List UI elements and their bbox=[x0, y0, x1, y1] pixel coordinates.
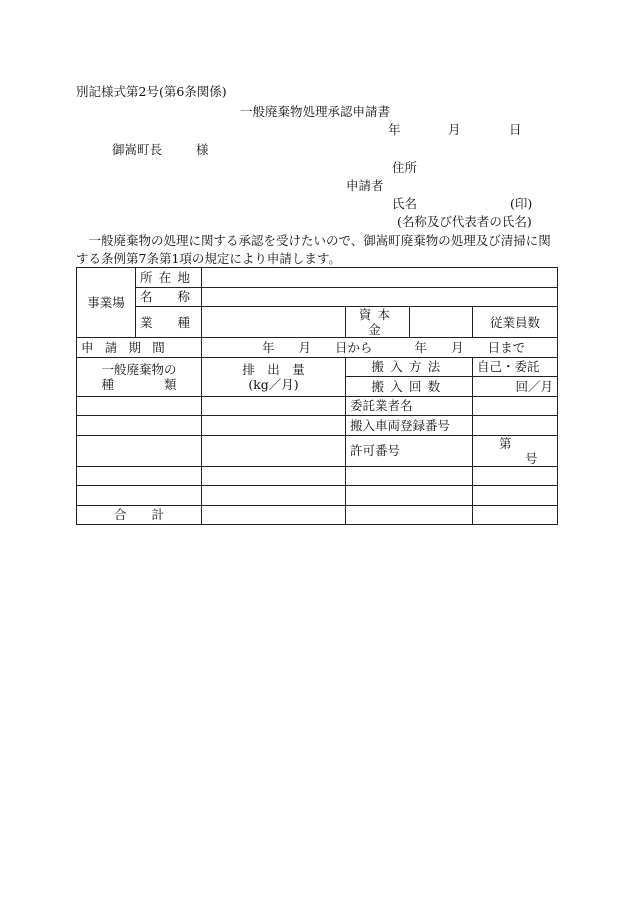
date-year-label: 年 bbox=[388, 122, 401, 137]
period-month1: 月 bbox=[298, 339, 312, 355]
permit-number-field[interactable] bbox=[473, 435, 558, 466]
contractor-name-field[interactable] bbox=[473, 396, 558, 416]
period-from: 日から bbox=[335, 339, 373, 355]
transport-method-label: 搬入方法 bbox=[346, 357, 473, 377]
extra-label-cell bbox=[346, 486, 473, 506]
employees-label: 従業員数 bbox=[473, 307, 558, 338]
addressee: 御嵩町長 bbox=[112, 142, 163, 157]
date-month-label: 月 bbox=[448, 122, 461, 137]
table-row bbox=[77, 486, 558, 506]
transport-count-label: 搬入回数 bbox=[346, 377, 473, 397]
waste-type-header bbox=[77, 357, 202, 396]
table-row bbox=[77, 505, 558, 525]
name-note: (名称及び代表者の氏名) bbox=[397, 214, 532, 229]
waste-type-cell[interactable] bbox=[77, 396, 202, 416]
table-row bbox=[77, 338, 558, 358]
waste-type-line1: 一般廃棄物の bbox=[101, 361, 177, 377]
table-row bbox=[77, 466, 558, 486]
extra-label-cell bbox=[346, 466, 473, 486]
extra-value-cell[interactable] bbox=[473, 486, 558, 506]
waste-type-cell[interactable] bbox=[77, 435, 202, 466]
emission-cell[interactable] bbox=[202, 466, 346, 486]
waste-type-cell[interactable] bbox=[77, 416, 202, 436]
period-label: 申請期間 bbox=[77, 338, 202, 358]
table-row bbox=[77, 357, 558, 377]
application-body-text: 一般廃棄物の処理に関する承認を受けたいので、御嵩町廃棄物の処理及び清掃に関する条例第7条第1項の規定により申請します。 bbox=[76, 233, 551, 266]
period-year1: 年 bbox=[262, 339, 275, 355]
waste-type-cell[interactable] bbox=[77, 466, 202, 486]
table-row bbox=[77, 268, 558, 288]
emission-cell[interactable] bbox=[202, 486, 346, 506]
table-row bbox=[77, 396, 558, 416]
location-label: 所在地 bbox=[136, 268, 202, 288]
vehicle-number-label: 搬入車両登録番号 bbox=[346, 416, 473, 436]
permit-dai: 第 bbox=[499, 435, 512, 451]
location-field[interactable] bbox=[202, 268, 558, 288]
vehicle-number-field[interactable] bbox=[473, 416, 558, 436]
table-row bbox=[77, 416, 558, 436]
emission-cell[interactable] bbox=[202, 435, 346, 466]
permit-go: 号 bbox=[525, 450, 538, 466]
total-extra-value-cell[interactable] bbox=[473, 505, 558, 525]
period-year2: 年 bbox=[414, 339, 428, 355]
period-until: 日まで bbox=[487, 339, 526, 355]
waste-type-line2: 種 類 bbox=[101, 376, 177, 392]
name-field-label: 名 称 bbox=[136, 287, 202, 307]
total-emission-cell[interactable] bbox=[202, 505, 346, 525]
jigyosho-label: 事業場 bbox=[77, 268, 136, 338]
name-field[interactable] bbox=[202, 287, 558, 307]
seal-label: (印) bbox=[510, 196, 533, 211]
date-day-label: 日 bbox=[509, 122, 522, 137]
emission-line2: (kg／月) bbox=[248, 376, 299, 392]
emission-line1: 排 出 量 bbox=[242, 361, 305, 377]
address-label: 住所 bbox=[392, 160, 418, 175]
total-label: 合 計 bbox=[77, 505, 202, 525]
waste-type-cell[interactable] bbox=[77, 486, 202, 506]
document-title: 一般廃棄物処理承認申請書 bbox=[239, 104, 390, 119]
capital-field[interactable] bbox=[410, 307, 473, 338]
name-label: 氏名 bbox=[392, 196, 418, 211]
business-type-label: 業 種 bbox=[136, 307, 202, 338]
emission-cell[interactable] bbox=[202, 416, 346, 436]
business-type-field[interactable] bbox=[202, 307, 346, 338]
applicant-label: 申請者 bbox=[346, 178, 384, 193]
transport-method-value[interactable]: 自己・委託 bbox=[473, 357, 558, 377]
total-extra-label-cell bbox=[346, 505, 473, 525]
extra-value-cell[interactable] bbox=[473, 466, 558, 486]
application-table bbox=[76, 267, 558, 525]
table-row bbox=[77, 435, 558, 466]
transport-count-value[interactable]: 回／月 bbox=[473, 377, 558, 397]
contractor-name-label: 委託業者名 bbox=[346, 396, 473, 416]
form-label: 別記様式第2号(第6条関係) bbox=[76, 84, 227, 99]
period-month2: 月 bbox=[451, 339, 464, 355]
permit-number-label: 許可番号 bbox=[346, 435, 473, 466]
emission-cell[interactable] bbox=[202, 396, 346, 416]
period-field[interactable] bbox=[202, 338, 558, 358]
addressee-honorific: 様 bbox=[196, 142, 209, 157]
capital-label: 資本金 bbox=[346, 307, 410, 338]
table-row bbox=[77, 287, 558, 307]
table-row bbox=[77, 307, 558, 338]
emission-header bbox=[202, 357, 346, 396]
